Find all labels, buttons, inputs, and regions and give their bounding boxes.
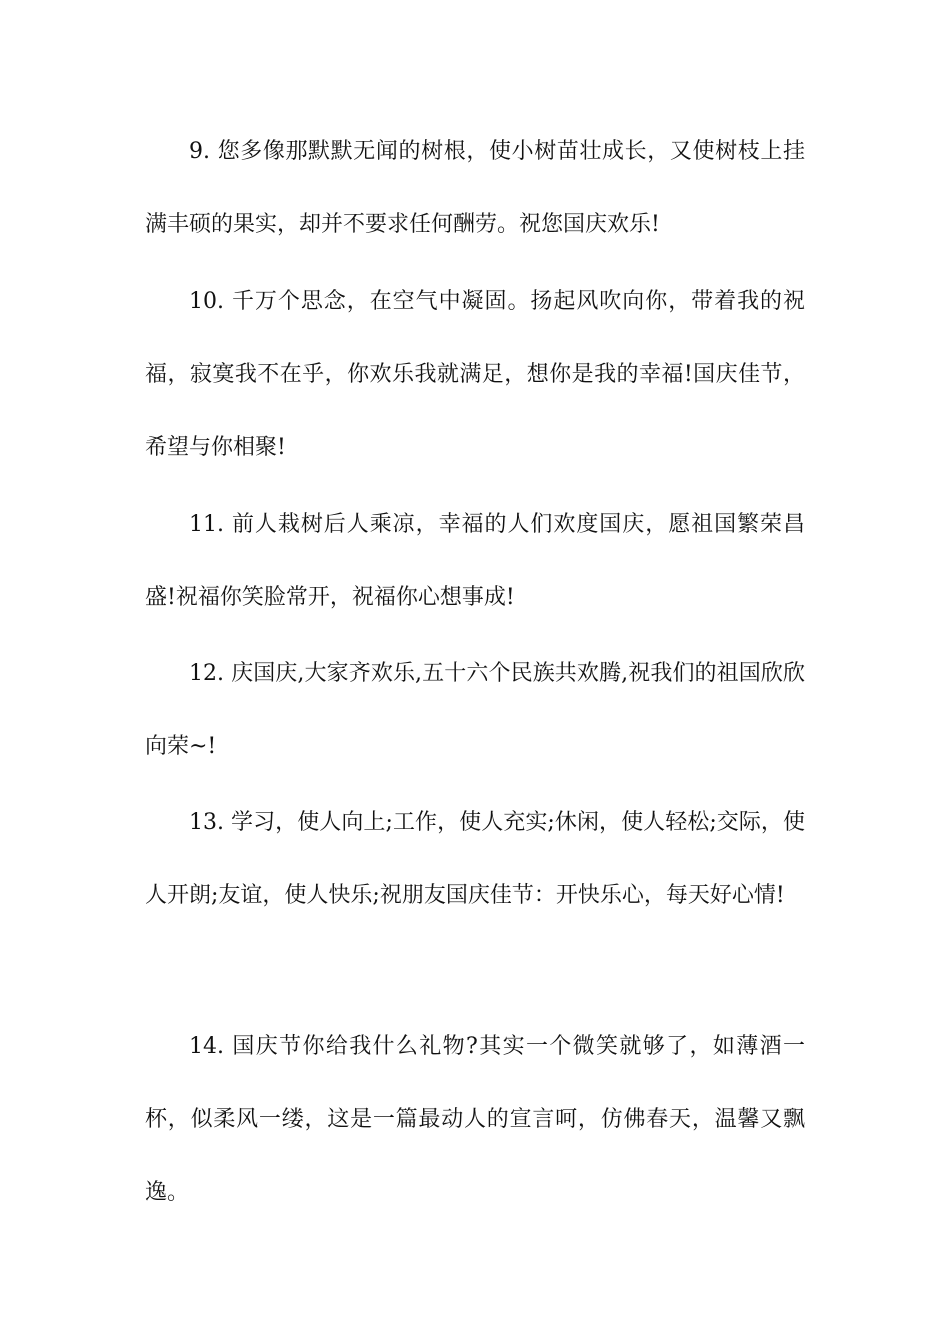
paragraph-13: 13. 学习，使人向上;工作，使人充实;休闲，使人轻松;交际，使人开朗;友谊，使人快乐;祝朋友国庆佳节：开快乐心，每天好心情!: [145, 810, 805, 908]
paragraph-12: 12. 庆国庆,大家齐欢乐,五十六个民族共欢腾,祝我们的祖国欣欣向荣~!: [145, 661, 805, 759]
paragraph-10: 10. 千万个思念，在空气中凝固。扬起风吹向你，带着我的祝福，寂寞我不在乎，你欢乐我就满足，想你是我的幸福!国庆佳节，希望与你相聚!: [145, 289, 805, 460]
paragraph-11: 11. 前人栽树后人乘凉，幸福的人们欢度国庆，愿祖国繁荣昌盛!祝福你笑脸常开，祝福你心想事成!: [145, 512, 805, 610]
paragraph-14: 14. 国庆节你给我什么礼物?其实一个微笑就够了，如薄酒一杯，似柔风一缕，这是一篇最动人的宣言呵，仿佛春天，温馨又飘逸。: [145, 1034, 805, 1205]
paragraph-9: 9. 您多像那默默无闻的树根，使小树苗壮成长，又使树枝上挂满丰硕的果实，却并不要求任何酬劳。祝您国庆欢乐!: [145, 139, 805, 237]
